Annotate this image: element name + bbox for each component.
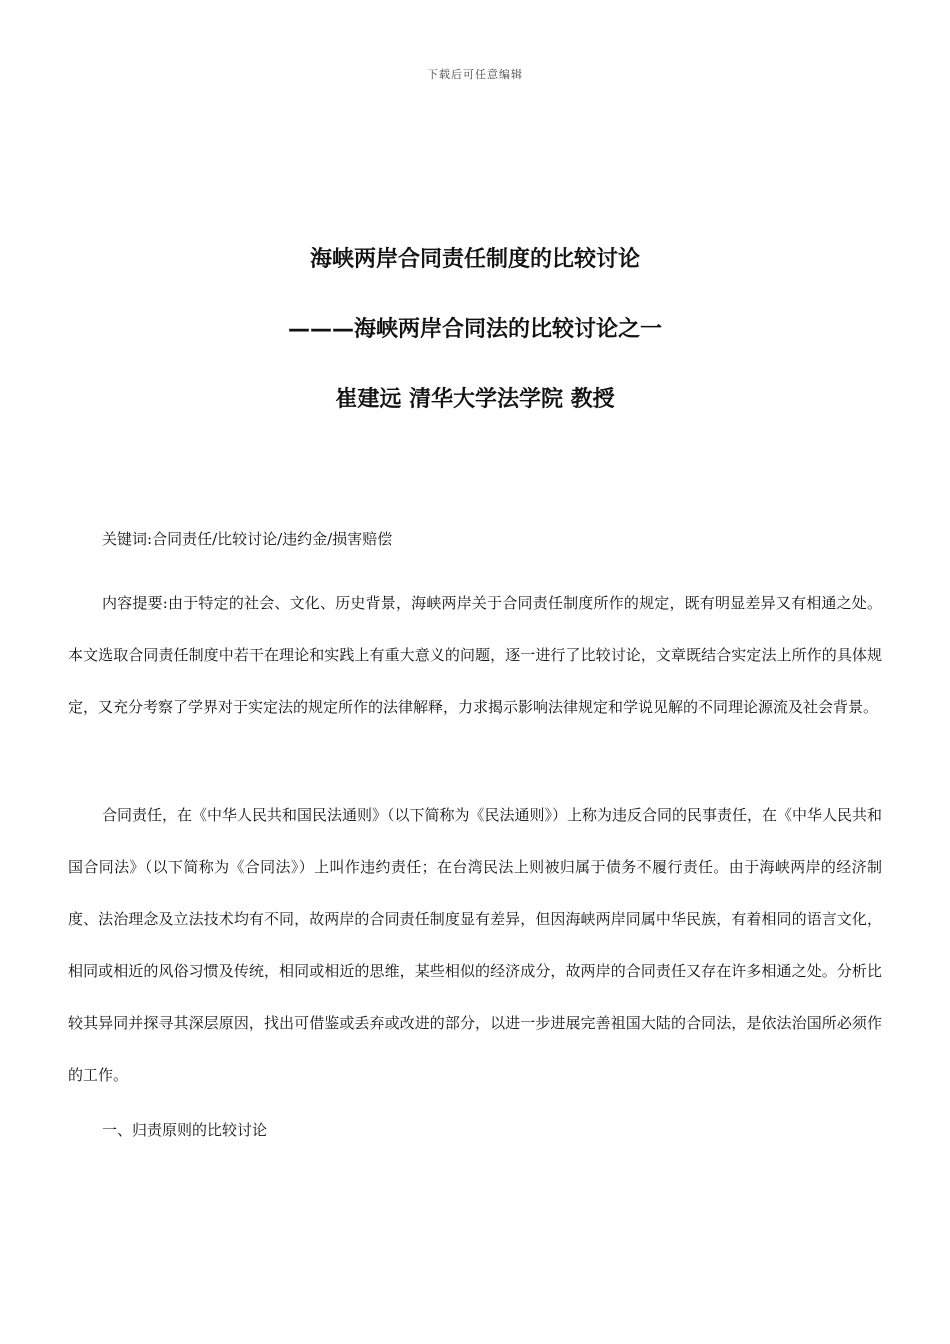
page-header-note: 下载后可任意编辑 (427, 68, 523, 81)
abstract-text: 由于特定的社会、文化、历史背景，海峡两岸关于合同责任制度所作的规定，既有明显差异又有相通之处。本文选取合同责任制度中若干在理论和实践上有重大意义的问题，逐一进行了比较讨论，文章既结合实定法上所作的具体规定，又充分考察了学界对于实定法的规定所作的法律解释，力求揭示影响法律规定和学说见解的不同理论源流及社会背景。 (68, 594, 882, 716)
author-line: 崔建远 清华大学法学院 教授 (335, 387, 615, 412)
abstract-paragraph (68, 577, 882, 733)
section-heading: 一、归责原则的比较讨论 (102, 1121, 268, 1139)
keywords-paragraph (68, 513, 882, 565)
title-block (0, 240, 950, 450)
document-title: 海峡两岸合同责任制度的比较讨论 (309, 247, 640, 272)
abstract-label: 内容提要: (102, 594, 168, 612)
keywords-value: 合同责任/比较讨论/违约金/损害赔偿 (152, 530, 393, 548)
body-paragraph: 合同责任，在《中华人民共和国民法通则》（以下简称为《民法通则》）上称为违反合同的民事责任，在《中华人民共和国合同法》（以下简称为《合同法》）上叫作违约责任；在台湾民法上则被归属于债务不履行责任。由于海峡两岸的经济制度、法治理念及立法技术均有不同，故两岸的合同责任制度显有差异，但因海峡两岸同属中华民族，有着相同的语言文化，相同或相近的风俗习惯及传统，相同或相近的思维，某些相似的经济成分，故两岸的合同责任又存在许多相通之处。分析比较其异同并探寻其深层原因，找出可借鉴或丢弃或改进的部分，以进一步进展完善祖国大陆的合同法，是依法治国所必须作的工作。 (68, 806, 883, 1084)
document-subtitle: ———海峡两岸合同法的比较讨论之一 (287, 317, 662, 342)
keywords-label: 关键词: (102, 530, 153, 548)
